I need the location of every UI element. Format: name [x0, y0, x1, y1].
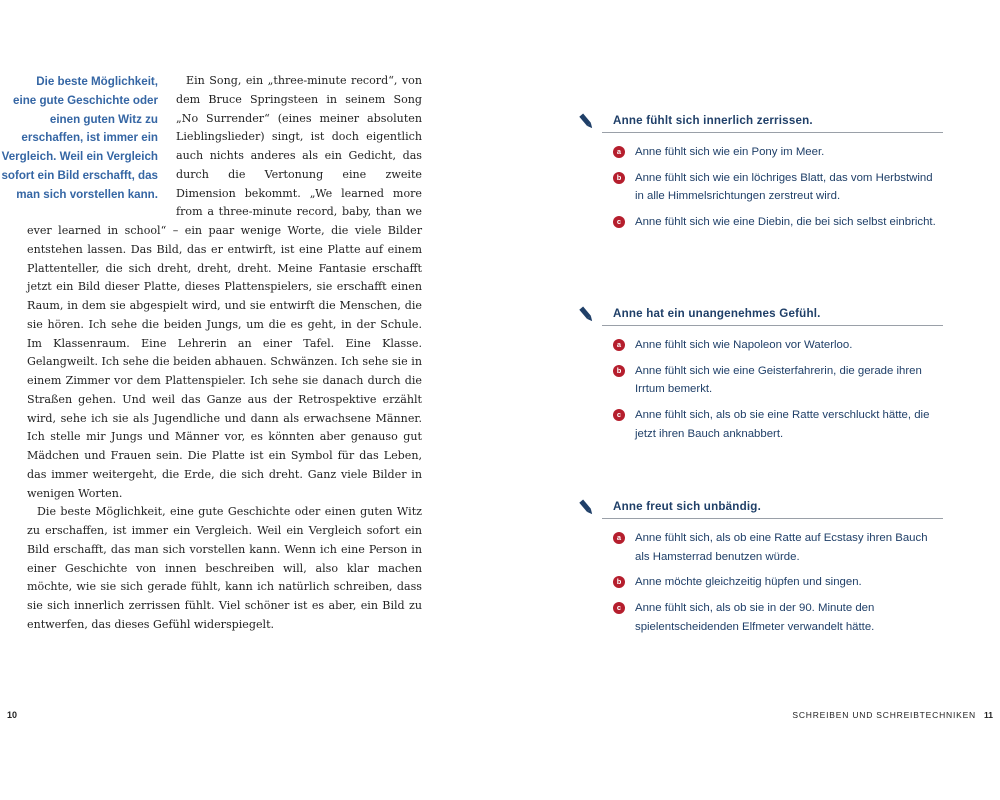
option-c — [578, 599, 943, 636]
page-number-left: 10 — [7, 710, 18, 720]
body-paragraph-1 — [1, 72, 422, 503]
option-text: Anne fühlt sich wie Napoleon vor Waterloo. — [635, 339, 853, 351]
pencil-icon — [578, 305, 596, 325]
section-label: SCHREIBEN UND SCHREIBTECHNIKEN — [792, 710, 976, 720]
option-b — [578, 362, 943, 399]
option-badge: b — [613, 576, 625, 588]
option-c — [578, 406, 943, 443]
option-a — [578, 143, 943, 162]
exercise-header — [578, 307, 943, 329]
option-badge: c — [613, 409, 625, 421]
exercise-title: Anne fühlt sich innerlich zerrissen. — [613, 114, 813, 127]
divider — [602, 518, 943, 519]
option-badge: b — [613, 172, 625, 184]
option-badge: a — [613, 532, 625, 544]
page-number-right: 11 — [984, 710, 993, 720]
option-text: Anne fühlt sich wie ein Pony im Meer. — [635, 146, 825, 158]
exercise-3 — [578, 500, 943, 637]
pencil-icon — [578, 112, 596, 132]
option-text: Anne fühlt sich wie eine Geisterfahrerin, die gerade ihren Irrtum bemerkt. — [635, 364, 922, 396]
option-a — [578, 529, 943, 566]
exercise-header — [578, 500, 943, 522]
option-badge: c — [613, 602, 625, 614]
option-b — [578, 169, 943, 206]
option-text: Anne fühlt sich, als ob sie in der 90. Minute den spielentscheidenden Elfmeter verwandelt hätte. — [635, 602, 875, 633]
option-a — [578, 336, 943, 355]
exercise-header — [578, 114, 943, 136]
option-text: Anne fühlt sich, als ob eine Ratte auf Ecstasy ihren Bauch als Hamsterrad benutzen würde. — [635, 532, 928, 563]
option-badge: a — [613, 146, 625, 158]
option-b — [578, 573, 943, 592]
option-badge: a — [613, 339, 625, 351]
exercise-title: Anne hat ein unangenehmes Gefühl. — [613, 307, 821, 320]
divider — [602, 325, 943, 326]
option-text: Anne fühlt sich, als ob sie eine Ratte verschluckt hätte, die jetzt ihren Bauch anknabbert. — [635, 409, 930, 440]
option-c — [578, 213, 943, 232]
pencil-icon — [578, 498, 596, 518]
exercise-2 — [578, 307, 943, 444]
exercise-1 — [578, 114, 943, 232]
running-footer — [792, 710, 993, 720]
paragraph-1-text: Ein Song, ein „three-minute record“, von dem Bruce Springsteen in seinem Song „No Surrender“ (eines meiner absoluten Lieblingslieder) singt, ist doch eigentlich auch nichts anderes als ein Gedicht, das durch die Vertonung eine zweite Dimension bekommt. „We learned more from a three-minute record, baby, than we ever learned in school“ – ein paar wenige Worte, die viele Bilder entstehen lassen. Das Bild, das er entwirft, ist eine Platte auf einem Plattenteller, die sich dreht, dreht, dreht. Meine Fantasie erschafft jetzt ein Bild dieser Platte, dieses Plattenspielers, sie erschafft einen Raum, in dem sie abgespielt wird, und sie entwirft die Menschen, die sie hören. Ich sehe die beiden Jungs, um die es geht, in der Schule. Im Klassenraum. Eine Lehrerin an einer Tafel. Eine Klasse. Gelangweilt. Ich sehe die beiden abhauen. Schwänzen. Ich sehe sie in einem Zimmer vor dem Plattenspieler. Ich sehe sie danach durch die Straßen gehen. Und weil das Ganze aus der Retrospektive erzählt wird, sehe ich sie als Jugendliche und dann als erwachsene Männer. Ich stelle mir Jungs und Männer vor, es könnten aber genauso gut Mädchen und Frauen sein. Die Platte ist ein Symbol für das Leben, das immer weitergeht, die Erde, die sich dreht. Ganz viele Bilder in wenigen Worten. — [27, 74, 422, 500]
option-badge: b — [613, 365, 625, 377]
pull-quote: Die beste Möglichkeit, eine gute Geschichte oder einen guten Witz zu erschaffen, ist immer ein Vergleich. Weil ein Vergleich sofort ein Bild erschafft, das man sich vorstellen kann. — [1, 75, 158, 201]
option-text: Anne möchte gleichzeitig hüpfen und singen. — [635, 576, 862, 589]
left-page-body — [1, 72, 422, 635]
exercise-title: Anne freut sich unbändig. — [613, 500, 761, 513]
option-badge: c — [613, 216, 625, 228]
option-text: Anne fühlt sich wie ein löchriges Blatt, das vom Herbstwind in alle Himmelsrichtungen zerstreut wird. — [635, 171, 933, 203]
divider — [602, 132, 943, 133]
option-text: Anne fühlt sich wie eine Diebin, die bei sich selbst einbricht. — [635, 216, 936, 229]
body-paragraph-2: Die beste Möglichkeit, eine gute Geschichte oder einen guten Witz zu erschaffen, ist immer ein Vergleich. Weil ein Vergleich sofort ein Bild erschafft, das man sich vorstellen kann. Wenn ich eine Person in einer Geschichte von innen beschreiben will, also klar machen möchte, wie sie sich gerade fühlt, kann ich natürlich schreiben, dass sie sich innerlich zerrissen fühlt. Viel schöner ist es aber, ein Bild zu entwerfen, das dieses Gefühl widerspiegelt. — [27, 505, 422, 631]
